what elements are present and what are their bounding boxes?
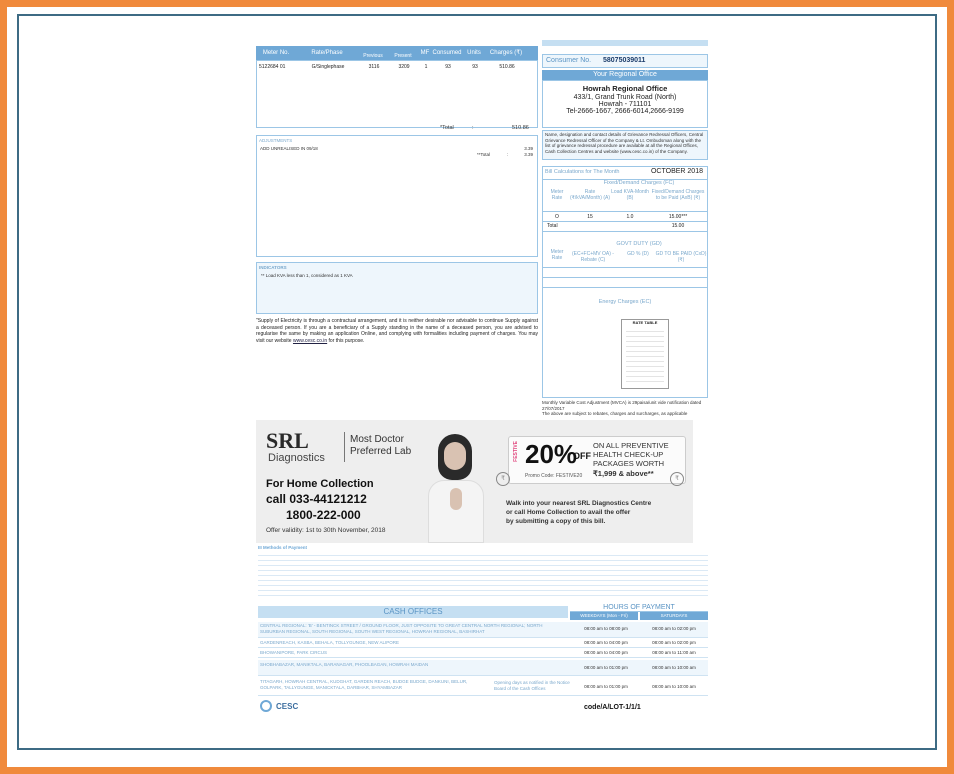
home-collection: For Home Collection (266, 478, 374, 490)
payment-methods-text (258, 551, 708, 599)
offer-line-1: ON ALL PREVENTIVE (593, 441, 669, 450)
regional-office-box (542, 80, 708, 128)
hours-header: HOURS OF PAYMENT (570, 604, 708, 612)
row-rate: 15 (587, 214, 593, 220)
cash-office-row (258, 678, 708, 696)
hdr-mf: MF (420, 49, 430, 56)
hdr-charges: Charges (₹) (489, 49, 523, 56)
weekday-hours: 08:00 am to 01:00 pm (584, 665, 628, 670)
offer-line-4: ₹1,999 & above** (593, 469, 654, 478)
col-load: Load KVA-Month (B) (611, 189, 649, 201)
adjustment-line-value: 3.39 (524, 146, 533, 151)
saturday-hours: 08:00 am to 10:00 am (652, 665, 696, 670)
units: 93 (472, 64, 478, 70)
srl-advertisement (256, 420, 693, 543)
calc-total-label: Total (547, 223, 558, 229)
rate-phase: G/Singlephase (311, 64, 345, 70)
meter-total-value: 510.86 (512, 125, 529, 131)
weekday-hours: 08:00 am to 04:00 pm (584, 650, 628, 655)
reading-previous: 3116 (368, 64, 380, 70)
weekdays-header: WEEKDAYS (Mon - Fri) (570, 612, 638, 620)
saturday-hours: 08:00 am to 11:00 am (652, 650, 696, 655)
cash-office-name: SHOBHABAZAR, MANIKTALA, BARANAGAR, PHOOLBAGAN, HOWRAH MAIDAN (260, 662, 429, 667)
regional-office-header: Your Regional Office (542, 70, 708, 80)
adjustments-label: ADJUSTMENTS (259, 138, 293, 143)
walkin-line-1: Walk into your nearest SRL Diagnostics Centre (506, 500, 652, 507)
divider (543, 267, 707, 268)
consumer-box (542, 54, 708, 68)
saturday-hours: 08:00 am to 02:00 pm (652, 626, 696, 631)
promo-code: Promo Code: FESTIVE20 (525, 473, 583, 479)
govt-col1: (EC+FC+MV OA) - Rebate (C) (572, 251, 614, 263)
saturday-hours: 08:00 am to 10:00 am (652, 684, 696, 689)
cash-office-name: TITAGARH, HOWRAH CENTRAL, KUDGHAT, GARDEN REACH, BUDGE BUDGE, DANKUNI, BELUR, GOLPARK, TALLYGUNGE, MANICKTALA, DARBHAR, SHYAMBAZAR (260, 679, 468, 690)
row-paid: 15.00*** (668, 214, 688, 220)
supply-note-text: "Supply of Electricity is through a contractual arrangement, and it is neither desirable nor advisable to continue Supply against a deceased person. If you are a beneficiary of a Supply standing in the name of a deceased person, you are advised to regularise the same by making an application Online, and complying with formalities including payment of charges. You may visit our website (256, 318, 538, 344)
consumer-number: 58075039011 (603, 57, 646, 64)
festive-label: FESTIVE (513, 441, 519, 462)
supply-link[interactable]: www.cesc.co.in (292, 337, 328, 344)
right-top-strip (542, 40, 708, 46)
cash-office-row (258, 660, 708, 676)
srl-logo: SRL (266, 428, 309, 453)
hdr-present: Present (394, 53, 412, 60)
offer-panel (508, 436, 686, 484)
reading-present: 3209 (398, 64, 410, 70)
weekday-hours: 08:00 am to 01:00 pm (584, 684, 628, 689)
mvca-note: Monthly Variable Cost Adjustment (MVCA) is 29paisa/unit vide notification dated 27/07/2017 (542, 400, 702, 411)
col-meter-rate: Meter Rate (550, 189, 564, 201)
indicators-label: INDICATORS (259, 265, 287, 270)
divider (543, 287, 707, 288)
adjustment-total-value: 3.39 (524, 152, 533, 157)
mf: 1 (424, 64, 428, 70)
tagline-2: Preferred Lab (350, 446, 412, 457)
fixed-charges-header: Fixed/Demand Charges (FC) (603, 180, 675, 186)
call-number: call 033-44121212 (266, 492, 367, 506)
hdr-meter-no: Meter No. (262, 49, 290, 56)
rupee-badge-icon: ₹ (496, 472, 510, 486)
grievance-note: Name, designation and contact details of Grievance Redressal Officers, Central Grievance Redressal Officer of the Company & Lt. Ombudsman along with the list of grievance redressal procedure are available at all the Regional Offices, Cash Collection Centres and website (www.cesc.co.in) of the Company. (542, 130, 708, 160)
charges: 510.86 (499, 64, 515, 70)
offer-off: OFF (573, 451, 591, 461)
cash-offices-header: CASH OFFICES (258, 606, 568, 618)
adjustments-box (256, 135, 538, 257)
meter-table-body (256, 60, 538, 128)
cash-office-name: BHOWANIPORE, PARK CIRCUS (260, 650, 328, 655)
bill-calc-box (542, 166, 708, 398)
cash-office-row (258, 649, 708, 658)
indicators-box (256, 262, 538, 314)
rate-table (621, 319, 669, 389)
rate-table-rows (626, 327, 664, 383)
model-photo (420, 430, 492, 543)
hdr-consumed: Consumed (432, 49, 462, 56)
tollfree-number: 1800-222-000 (286, 508, 361, 522)
meter-total-label: *Total (440, 125, 454, 131)
regional-office-name: Howrah Regional Office (582, 84, 668, 93)
indicators-line: ** Load KVA less than 1, considered as 1 KVA (261, 272, 353, 278)
meter-no: 5122684 01 (259, 64, 286, 70)
bill-calc-label: Bill Calculations for The Month (545, 169, 620, 175)
row-meter: O (555, 214, 559, 220)
consumed: 93 (445, 64, 451, 70)
calc-total-value: 15.00 (671, 223, 685, 229)
saturdays-header: SATURDAYS (640, 612, 708, 620)
weekday-hours: 08:00 am to 04:00 pm (584, 640, 628, 645)
col-rate: Rate (₹/kVA/Month) (A) (569, 189, 611, 201)
meter-total-colon: : (472, 125, 474, 131)
hdr-units: Units (467, 49, 481, 56)
divider (543, 221, 707, 222)
cesc-logo-text: CESC (276, 702, 299, 711)
govt-col2: GD % (D) (627, 251, 649, 257)
consumer-label: Consumer No. (546, 57, 592, 64)
subject-note: The above are subject to rebates, charges and surcharges, as applicable (542, 411, 688, 416)
regional-office-addr1: 433/1, Grand Trunk Road (North) (573, 94, 677, 101)
offer-line-2: HEALTH CHECK-UP (593, 450, 664, 459)
govt-col-meter: Meter Rate (550, 249, 564, 261)
adjustment-line: ADD UNREALISED IN 09/18 (260, 146, 318, 151)
electricity-bill-document (240, 40, 712, 720)
regional-office-tel: Tel-2666-1667, 2666-6014,2666-9199 (566, 108, 684, 115)
energy-charges-label: Energy Charges (EC) (598, 299, 652, 305)
adjustment-total-colon: : (507, 152, 509, 157)
row-load: 1.0 (626, 214, 634, 220)
offer-line-3: PACKAGES WORTH (593, 459, 664, 468)
bill-calc-month: OCTOBER 2018 (650, 168, 703, 175)
offer-validity: Offer validity: 1st to 30th November, 2018 (266, 527, 386, 534)
adjustment-total-label: **Total (477, 152, 491, 157)
payment-methods-label: III Methods of Payment (258, 545, 308, 550)
cesc-logo-icon (260, 700, 272, 712)
hdr-rate-phase: Rate/Phase (311, 49, 343, 56)
walkin-line-3: by submitting a copy of this bill. (506, 518, 606, 525)
logo-divider (344, 432, 345, 462)
cash-office-name: CENTRAL REGIONAL: 'B' - BENTINCK STREET / GROUND FLOOR, JUST OPPOSITE TO GREAT CENTRAL NORTH REGIONAL; NORTH SUBURBAN REGIONAL, SOUTH REGIONAL, SOUTH WEST REGIONAL, HOWRAH REGIONAL, BASHIRHAT (260, 623, 543, 634)
divider (543, 277, 707, 278)
rupee-badge-icon: ₹ (670, 472, 684, 486)
cash-office-name: GARDENREACH, KASBA, BEHALA, TOLLYGUNGE, NEW ALIPORE (260, 640, 400, 645)
rate-table-title: RATE TABLE (632, 320, 658, 325)
offer-percent: 20% (525, 439, 578, 469)
divider (543, 211, 707, 212)
srl-logo-sub: Diagnostics (268, 452, 325, 464)
hdr-previous: Previous (363, 53, 383, 60)
supply-note-tail: for this purpose. (328, 337, 365, 344)
meter-table-header (256, 46, 538, 60)
saturday-hours: 08:00 am to 02:00 pm (652, 640, 696, 645)
col-paid: Fixed/Demand Charges to be Paid (AxB) (₹) (651, 189, 705, 201)
regional-office-addr2: Howrah - 711101 (598, 101, 652, 108)
tagline-1: Most Doctor (350, 434, 404, 445)
opening-days-note: Opening days as notified in the Notice Board of the Cash Offices (494, 680, 570, 691)
bill-code: code/A/LOT-1/1/1 (584, 704, 641, 711)
supply-note (256, 318, 538, 344)
weekday-hours: 08:00 am to 08:00 pm (584, 626, 628, 631)
govt-col3: GD TO BE PAID (CxD) (₹) (655, 251, 707, 263)
govt-duty-header: GOVT DUTY (GD) (616, 241, 662, 247)
divider (543, 231, 707, 232)
cash-office-row (258, 639, 708, 648)
meter-row (257, 61, 537, 70)
cash-office-row (258, 622, 708, 638)
walkin-line-2: or call Home Collection to avail the offer (506, 509, 631, 516)
